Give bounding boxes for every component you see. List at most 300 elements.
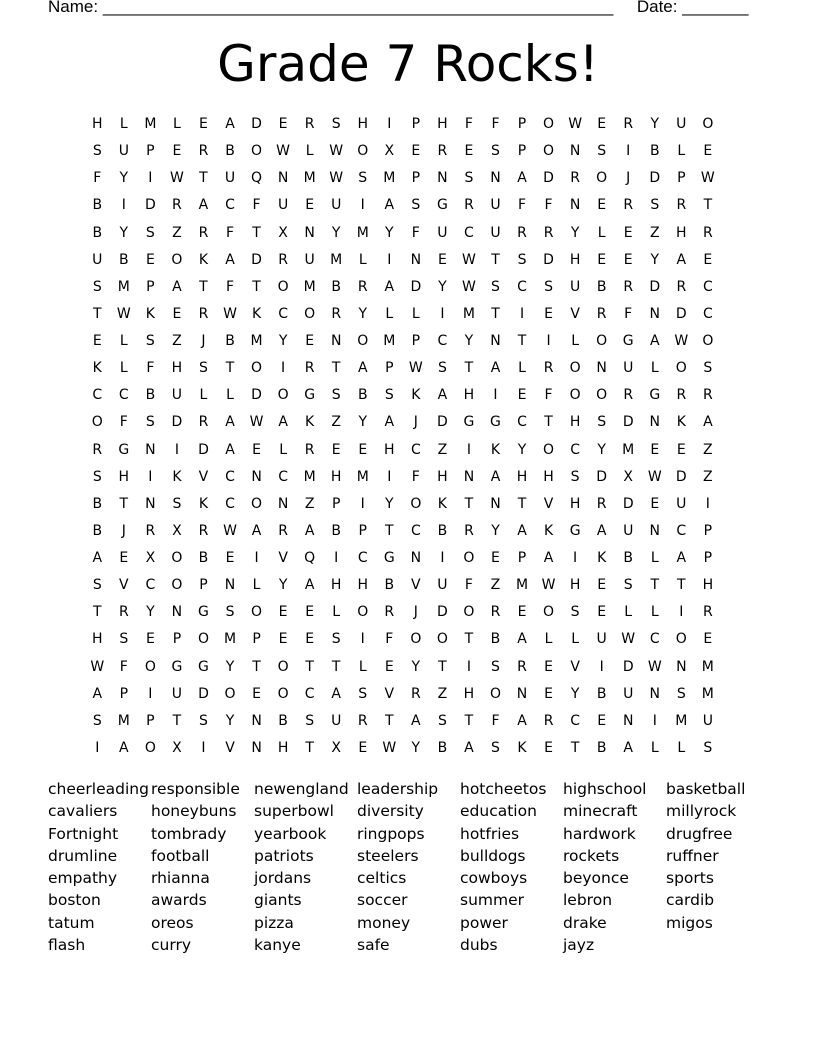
name-line: ______________________________________________________ — [102, 0, 614, 16]
grid-cell: R — [304, 441, 315, 458]
grid-cell: L — [544, 631, 553, 648]
grid-cell: G — [649, 387, 661, 404]
grid-cell: S — [305, 712, 315, 729]
grid-cell: T — [464, 631, 474, 648]
word-list — [48, 778, 769, 956]
grid-cell: L — [518, 360, 526, 377]
grid-cell: J — [413, 604, 418, 621]
grid-cell: H — [543, 468, 554, 485]
grid-cell: Y — [385, 224, 394, 241]
grid-cell: U — [92, 251, 103, 268]
grid-cell: O — [251, 604, 263, 621]
grid-cell: E — [119, 550, 129, 566]
grid-cell: A — [437, 387, 448, 404]
grid-cell: C — [225, 468, 235, 485]
grid-cell: D — [675, 468, 687, 485]
grid-cell: N — [463, 468, 475, 485]
grid-cell: T — [677, 577, 686, 594]
grid-cell: D — [649, 170, 661, 187]
grid-cell: L — [650, 360, 659, 377]
grid-cell: F — [544, 197, 553, 214]
grid-cell: R — [118, 604, 129, 621]
word-list-item: superbowl — [254, 802, 334, 821]
grid-cell: I — [201, 739, 206, 756]
grid-cell: K — [172, 468, 182, 485]
grid-cell: W — [647, 468, 662, 485]
grid-cell: A — [703, 414, 713, 431]
grid-cell: M — [622, 441, 635, 458]
word-list-item: football — [151, 846, 210, 865]
word-list-item: basketball — [666, 780, 746, 798]
grid-cell: H — [330, 468, 342, 485]
grid-cell: O — [144, 658, 156, 675]
grid-cell: O — [410, 631, 422, 648]
grid-cell: R — [172, 197, 182, 214]
grid-cell: F — [93, 170, 102, 187]
grid-row — [84, 114, 721, 141]
grid-row — [84, 223, 721, 250]
grid-cell: S — [570, 468, 580, 485]
grid-cell: R — [623, 278, 634, 295]
grid-cell: H — [357, 577, 368, 594]
grid-cell: F — [411, 468, 420, 485]
grid-cell: F — [544, 387, 553, 404]
grid-cell: Z — [304, 495, 315, 512]
word-list-item: hotfries — [460, 824, 520, 843]
grid-cell: I — [174, 441, 179, 458]
grid-row — [84, 467, 721, 494]
grid-cell: Z — [703, 468, 713, 485]
word-list-item: drake — [563, 913, 607, 932]
grid-cell: M — [356, 224, 369, 241]
word-list-item: ringpops — [357, 824, 425, 843]
grid-cell: T — [703, 197, 713, 214]
grid-cell: Y — [146, 604, 155, 621]
grid-cell: K — [437, 495, 447, 512]
grid-cell: R — [278, 251, 288, 268]
grid-cell: N — [304, 224, 315, 241]
grid-row — [84, 494, 721, 521]
grid-cell: E — [225, 550, 235, 566]
grid-cell: X — [278, 224, 288, 241]
word-list-item: power — [460, 913, 508, 932]
grid-cell: C — [92, 387, 103, 404]
grid-cell: F — [624, 305, 633, 322]
grid-cell: V — [411, 577, 421, 594]
grid-cell: C — [225, 197, 235, 214]
grid-cell: E — [517, 387, 527, 404]
grid-cell: A — [517, 522, 527, 539]
grid-cell: E — [172, 143, 182, 160]
grid-cell: U — [277, 197, 289, 214]
grid-cell: A — [172, 278, 182, 295]
grid-cell: C — [570, 712, 580, 729]
grid-cell: R — [623, 116, 634, 132]
grid-cell: D — [543, 170, 554, 187]
grid-cell: O — [171, 251, 183, 268]
grid-cell: E — [305, 631, 315, 648]
grid-cell: Z — [703, 441, 713, 458]
grid-row — [84, 738, 721, 765]
grid-cell: R — [702, 224, 713, 241]
grid-cell: O — [197, 631, 209, 648]
grid-cell: R — [198, 143, 209, 160]
grid-cell: R — [198, 414, 209, 431]
grid-cell: D — [198, 685, 209, 702]
grid-cell: H — [384, 441, 395, 458]
grid-cell: B — [384, 577, 395, 594]
word-list-item: steelers — [357, 846, 419, 865]
grid-cell: E — [252, 441, 261, 458]
grid-cell: B — [92, 522, 103, 539]
grid-cell: J — [626, 170, 631, 187]
grid-cell: Y — [119, 224, 129, 241]
word-list-item: migos — [666, 913, 713, 932]
grid-cell: E — [145, 631, 155, 648]
grid-cell: O — [569, 360, 581, 377]
grid-cell: O — [596, 333, 608, 349]
grid-cell: L — [279, 441, 287, 458]
grid-cell: B — [596, 278, 607, 295]
grid-cell: I — [360, 495, 365, 512]
word-list-item: cheerleading — [48, 780, 149, 798]
grid-cell: N — [224, 577, 236, 594]
grid-cell: G — [463, 414, 475, 431]
grid-cell: M — [383, 333, 396, 349]
grid-cell: P — [172, 631, 182, 648]
grid-cell: J — [121, 522, 126, 539]
grid-cell: J — [413, 414, 418, 431]
grid-row — [84, 521, 721, 548]
grid-cell: O — [357, 333, 369, 349]
word-list-item: pizza — [254, 913, 294, 932]
grid-cell: T — [252, 278, 261, 295]
grid-cell: O — [543, 604, 555, 621]
grid-cell: O — [277, 658, 289, 675]
grid-cell: P — [119, 685, 129, 702]
grid-cell: V — [278, 550, 288, 566]
grid-cell: I — [573, 550, 578, 566]
grid-cell: Y — [411, 739, 421, 756]
grid-cell: E — [703, 143, 713, 160]
grid-cell: R — [357, 278, 368, 295]
grid-cell: R — [92, 441, 103, 458]
grid-cell: C — [517, 414, 527, 431]
grid-cell: A — [304, 522, 315, 539]
grid-cell: P — [385, 360, 394, 377]
word-list-item: tombrady — [151, 824, 227, 843]
grid-cell: I — [466, 441, 471, 458]
grid-cell: M — [330, 251, 343, 268]
grid-cell: M — [303, 468, 316, 485]
grid-cell: A — [119, 739, 129, 756]
grid-cell: W — [382, 739, 397, 756]
grid-cell: E — [358, 739, 368, 756]
word-list-item: curry — [151, 936, 191, 955]
grid-cell: D — [649, 278, 661, 295]
grid-cell: S — [92, 143, 102, 160]
grid-cell: F — [225, 224, 235, 241]
grid-cell: M — [144, 116, 157, 132]
grid-cell: M — [117, 278, 130, 295]
grid-cell: D — [622, 414, 634, 431]
grid-cell: U — [437, 577, 448, 594]
grid-cell: P — [146, 712, 155, 729]
grid-cell: T — [491, 251, 500, 268]
grid-cell: R — [464, 522, 474, 539]
grid-cell: I — [360, 197, 365, 214]
grid-cell: L — [624, 604, 633, 621]
grid-cell: T — [438, 658, 447, 675]
grid-cell: O — [277, 387, 289, 404]
grid-cell: R — [543, 712, 554, 729]
grid-cell: B — [92, 495, 103, 512]
grid-cell: O — [596, 170, 608, 187]
grid-cell: S — [544, 278, 554, 295]
grid-cell: B — [437, 522, 448, 539]
grid-cell: F — [119, 658, 128, 675]
grid-cell: E — [544, 685, 553, 702]
date-line: _______ — [682, 0, 749, 16]
grid-cell: P — [146, 143, 155, 160]
grid-cell: Y — [225, 658, 235, 675]
grid-cell: W — [408, 360, 423, 377]
grid-cell: N — [676, 658, 687, 675]
grid-cell: Y — [517, 441, 527, 458]
grid-cell: A — [198, 197, 209, 214]
grid-cell: W — [329, 143, 344, 160]
grid-cell: E — [623, 251, 633, 268]
grid-cell: A — [464, 739, 474, 756]
grid-row — [84, 711, 721, 738]
grid-cell: D — [144, 197, 156, 214]
grid-cell: D — [436, 414, 448, 431]
grid-cell: I — [95, 739, 100, 756]
grid-cell: N — [145, 495, 156, 512]
grid-cell: N — [251, 712, 262, 729]
grid-cell: P — [331, 495, 341, 512]
grid-cell: D — [436, 604, 448, 621]
grid-cell: F — [464, 577, 473, 594]
grid-cell: T — [305, 739, 314, 756]
grid-cell: P — [252, 631, 261, 648]
grid-cell: D — [198, 441, 209, 458]
grid-cell: P — [517, 116, 527, 132]
grid-cell: N — [569, 143, 581, 160]
grid-cell: G — [171, 658, 183, 675]
grid-cell: R — [145, 522, 156, 539]
grid-cell: A — [225, 251, 235, 268]
word-list-item: awards — [151, 891, 207, 910]
grid-cell: N — [649, 685, 660, 702]
grid-row — [84, 304, 721, 331]
grid-cell: L — [571, 631, 580, 648]
grid-cell: U — [702, 712, 713, 729]
grid-cell: H — [516, 468, 528, 485]
grid-cell: I — [519, 305, 525, 322]
grid-cell: S — [92, 577, 102, 594]
grid-cell: O — [436, 631, 448, 648]
word-list-item: boston — [48, 891, 101, 910]
grid-cell: M — [675, 712, 688, 729]
grid-cell: O — [251, 143, 263, 160]
grid-cell: B — [92, 224, 103, 241]
grid-cell: I — [148, 685, 153, 702]
word-list-item: education — [460, 802, 537, 821]
grid-cell: W — [541, 577, 556, 594]
grid-cell: T — [331, 658, 341, 675]
grid-cell: D — [543, 251, 554, 268]
grid-cell: C — [410, 522, 421, 539]
grid-cell: S — [119, 631, 129, 648]
grid-cell: N — [649, 414, 660, 431]
grid-cell: O — [463, 604, 475, 621]
grid-cell: S — [411, 197, 421, 214]
grid-cell: C — [517, 278, 527, 295]
grid-cell: R — [676, 387, 687, 404]
grid-cell: F — [517, 197, 527, 214]
word-list-item: soccer — [357, 891, 408, 910]
grid-cell: Y — [331, 224, 341, 241]
grid-cell: O — [171, 550, 183, 566]
grid-cell: C — [649, 631, 660, 648]
grid-cell: N — [251, 468, 262, 485]
grid-cell: L — [358, 658, 367, 675]
grid-cell: I — [440, 305, 445, 322]
grid-cell: I — [148, 170, 153, 187]
grid-cell: U — [569, 278, 581, 295]
grid-cell: R — [596, 305, 607, 322]
word-list-item: minecraft — [563, 802, 638, 821]
grid-row — [84, 250, 721, 277]
grid-cell: C — [357, 550, 368, 566]
grid-cell: V — [198, 468, 209, 485]
grid-cell: N — [596, 360, 607, 377]
grid-cell: A — [649, 333, 660, 349]
grid-cell: W — [223, 305, 237, 322]
grid-row — [84, 412, 721, 439]
grid-cell: P — [677, 170, 686, 187]
grid-cell: R — [304, 116, 315, 132]
word-list-item: beyonce — [563, 869, 629, 888]
grid-cell: E — [544, 658, 553, 675]
grid-cell: W — [169, 170, 184, 187]
grid-cell: S — [650, 197, 660, 214]
grid-cell: S — [384, 387, 394, 404]
grid-cell: B — [225, 333, 235, 349]
word-list-item: kanye — [254, 936, 301, 955]
grid-cell: N — [649, 522, 660, 539]
grid-cell: R — [278, 522, 288, 539]
grid-cell: H — [171, 360, 183, 377]
grid-cell: L — [650, 550, 659, 566]
grid-cell: E — [597, 577, 607, 594]
word-column — [48, 778, 151, 956]
grid-cell: H — [277, 739, 289, 756]
grid-row — [84, 629, 721, 656]
grid-cell: E — [92, 333, 102, 349]
word-list-item: drumline — [48, 846, 118, 865]
grid-cell: U — [623, 522, 634, 539]
grid-cell: S — [199, 360, 208, 377]
grid-cell: E — [384, 658, 394, 675]
grid-cell: U — [623, 360, 634, 377]
grid-cell: S — [145, 414, 155, 431]
grid-cell: L — [119, 116, 128, 132]
grid-cell: A — [384, 414, 395, 431]
grid-cell: Y — [464, 333, 474, 349]
grid-cell: A — [676, 550, 687, 566]
grid-cell: A — [92, 550, 103, 566]
grid-cell: G — [569, 522, 581, 539]
grid-cell: H — [330, 577, 342, 594]
grid-row — [84, 657, 721, 684]
grid-cell: E — [145, 251, 155, 268]
grid-cell: R — [543, 360, 554, 377]
word-list-item: summer — [460, 891, 525, 910]
grid-cell: R — [623, 197, 634, 214]
grid-cell: T — [517, 495, 527, 512]
grid-cell: P — [703, 550, 713, 566]
grid-cell: N — [171, 604, 183, 621]
grid-cell: O — [543, 143, 555, 160]
grid-cell: R — [198, 522, 209, 539]
grid-cell: W — [700, 170, 715, 187]
grid-cell: I — [599, 658, 604, 675]
grid-cell: N — [490, 333, 501, 349]
grid-cell: H — [437, 116, 448, 132]
grid-row — [84, 168, 721, 195]
grid-cell: V — [384, 685, 395, 702]
grid-cell: S — [703, 739, 713, 756]
word-list-item: hotcheetos — [460, 780, 547, 798]
grid-cell: I — [360, 631, 365, 648]
grid-cell: T — [464, 360, 474, 377]
word-list-item: bulldogs — [460, 846, 526, 865]
grid-cell: T — [252, 658, 261, 675]
grid-cell: R — [596, 495, 607, 512]
grid-cell: R — [384, 604, 395, 621]
grid-cell: O — [675, 360, 687, 377]
grid-cell: N — [649, 305, 660, 322]
grid-cell: R — [357, 712, 368, 729]
grid-cell: R — [543, 224, 554, 241]
date-label: Date: — [636, 0, 678, 16]
word-list-item: tatum — [48, 913, 95, 932]
grid-cell: R — [517, 658, 527, 675]
grid-cell: E — [172, 305, 182, 322]
grid-cell: Y — [650, 251, 660, 268]
grid-cell: O — [304, 305, 316, 322]
grid-cell: R — [410, 685, 421, 702]
grid-cell: Q — [251, 170, 263, 187]
grid-cell: C — [225, 495, 235, 512]
grid-cell: K — [490, 441, 501, 458]
grid-cell: T — [570, 739, 580, 756]
grid-cell: W — [568, 116, 583, 132]
grid-cell: A — [676, 251, 687, 268]
word-list-item: rhianna — [151, 869, 210, 888]
grid-cell: E — [597, 251, 607, 268]
word-list-item: highschool — [563, 780, 647, 798]
grid-cell: G — [436, 197, 448, 214]
word-list-item: ruffner — [666, 846, 719, 865]
grid-cell: C — [702, 305, 713, 322]
grid-cell: X — [145, 550, 156, 566]
grid-cell: Y — [278, 577, 288, 594]
grid-cell: E — [676, 441, 686, 458]
grid-cell: E — [544, 305, 553, 322]
